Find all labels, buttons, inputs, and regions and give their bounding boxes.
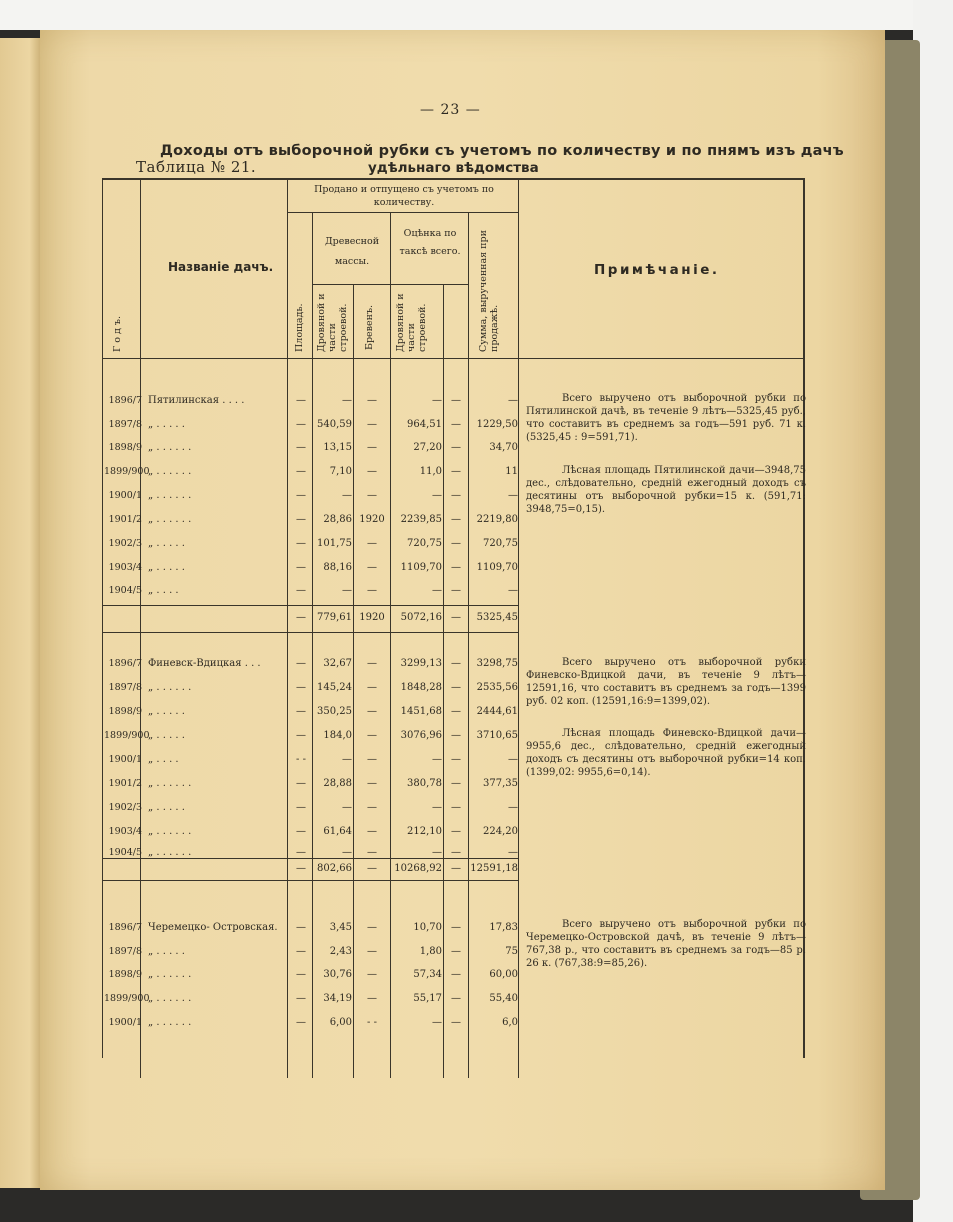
row-val-other: —: [451, 490, 461, 501]
table-label: Таблица № 21.: [136, 158, 257, 176]
total-val-other: —: [451, 612, 461, 623]
row-name: „ . . . . . .: [148, 993, 192, 1004]
page-subtitle: удѣльнаго вѣдомства: [368, 160, 539, 176]
row-name: „ . . . . . .: [148, 847, 192, 858]
row-year: 1900/1: [108, 490, 142, 501]
row-area: —: [296, 730, 306, 741]
row-sum: 224,20: [483, 826, 518, 837]
total-sum: 5325,45: [476, 612, 518, 623]
row-year: 1901/2: [108, 514, 142, 525]
row-area: —: [296, 922, 306, 933]
row-timber-firewood: 28,86: [323, 514, 352, 525]
row-sum: 60,00: [489, 969, 518, 980]
row-val-other: —: [451, 969, 461, 980]
background-top: [0, 0, 953, 30]
col-rule-sum: [518, 178, 519, 1078]
row-area: —: [296, 1017, 306, 1028]
row-timber-logs: —: [367, 826, 377, 837]
row-val-other: —: [451, 395, 461, 406]
total-timber-firewood: 802,66: [317, 863, 352, 874]
row-sum: —: [508, 490, 518, 501]
row-val-firewood: —: [432, 395, 442, 406]
row-val-firewood: —: [432, 490, 442, 501]
note-paragraph: Лѣсная площадь Финевско-Вдицкой дачи—9955,6 дес., слѣдовательно, средній ежегодный доходъ съ десятины отъ выборочной рубки=14 коп. (1399,02: 9955,6=0,14).: [526, 728, 806, 778]
row-val-other: —: [451, 754, 461, 765]
row-timber-logs: —: [367, 802, 377, 813]
total-val-firewood: 5072,16: [400, 612, 442, 623]
row-val-other: —: [451, 466, 461, 477]
row-sum: 2219,80: [476, 514, 518, 525]
row-name: „ . . . . .: [148, 730, 185, 741]
row-timber-firewood: 88,16: [323, 562, 352, 573]
row-timber-firewood: 32,67: [323, 658, 352, 669]
row-sum: 11: [505, 466, 518, 477]
row-timber-logs: —: [367, 778, 377, 789]
row-timber-logs: —: [367, 562, 377, 573]
row-name: „ . . . . . .: [148, 442, 192, 453]
row-area: —: [296, 585, 306, 596]
row-timber-logs: —: [367, 682, 377, 693]
row-val-other: —: [451, 730, 461, 741]
row-val-other: —: [451, 538, 461, 549]
row-area: —: [296, 706, 306, 717]
row-val-other: —: [451, 826, 461, 837]
row-val-firewood: —: [432, 585, 442, 596]
row-val-other: —: [451, 922, 461, 933]
row-val-firewood: 1,80: [419, 946, 442, 957]
row-year: 1900/1: [108, 1017, 142, 1028]
row-val-other: —: [451, 442, 461, 453]
row-area: —: [296, 395, 306, 406]
header-sold-group: Продано и отпущено съ учетомъ по количеству.: [314, 184, 494, 208]
row-timber-logs: 1920: [359, 514, 385, 525]
row-timber-logs: —: [367, 706, 377, 717]
row-sum: —: [508, 585, 518, 596]
row-area: —: [296, 969, 306, 980]
col-rule-val2: [468, 212, 469, 1078]
row-val-other: —: [451, 946, 461, 957]
row-timber-firewood: 2,43: [329, 946, 352, 957]
row-timber-logs: —: [367, 658, 377, 669]
row-area: —: [296, 682, 306, 693]
row-area: —: [296, 562, 306, 573]
row-year: 1902/3: [108, 802, 142, 813]
row-val-other: —: [451, 682, 461, 693]
row-name: „ . . . . .: [148, 802, 185, 813]
row-timber-logs: —: [367, 419, 377, 430]
header-note: Примѣчаніе.: [594, 262, 720, 278]
row-val-firewood: 57,34: [413, 969, 442, 980]
total-timber-firewood: 779,61: [317, 612, 352, 623]
header-valuation-group: Оцѣнка по таксѣ всего.: [399, 228, 461, 257]
header-area: Площадь.: [294, 303, 305, 352]
col-rule-year: [140, 178, 141, 1078]
left-page-edge: [0, 38, 42, 1188]
row-timber-logs: —: [367, 585, 377, 596]
row-timber-firewood: 30,76: [323, 969, 352, 980]
table-top-rule: [102, 178, 804, 180]
row-name: „ . . . . .: [148, 946, 185, 957]
row-year: 1896/7: [108, 922, 142, 933]
row-year: 1903/4: [108, 562, 142, 573]
row-year: 1899/900: [104, 730, 150, 741]
row-name: „ . . . . .: [148, 706, 185, 717]
row-area: —: [296, 658, 306, 669]
row-name: „ . . . . . .: [148, 826, 192, 837]
row-name: Пятилинская . . . .: [148, 395, 245, 406]
total-sum: 12591,18: [470, 863, 518, 874]
header-sum: Сумма, вырученная при продажѣ.: [478, 230, 500, 352]
row-timber-logs: - -: [367, 1017, 377, 1028]
note-paragraph: Всего выручено отъ выборочной рубки по Черемецко-Островской дачѣ, въ теченіе 9 лѣтъ—767,38 р., что составитъ въ среднемъ за годъ—85 р. 26 к. (767,38:9=85,26).: [526, 919, 806, 969]
row-sum: 1229,50: [476, 419, 518, 430]
row-timber-firewood: 101,75: [317, 538, 352, 549]
row-timber-logs: —: [367, 442, 377, 453]
row-val-other: —: [451, 1017, 461, 1028]
row-name: „ . . . .: [148, 585, 179, 596]
header-val-firewood: Дровяной и части строевой.: [395, 293, 428, 352]
row-timber-logs: —: [367, 490, 377, 501]
row-name: „ . . . .: [148, 754, 179, 765]
page-title: Доходы отъ выборочной рубки съ учетомъ по количеству и по пнямъ изъ дачъ: [160, 143, 844, 159]
row-year: 1897/8: [108, 419, 142, 430]
total-area: —: [296, 863, 306, 874]
row-val-firewood: 964,51: [407, 419, 442, 430]
row-val-firewood: 2239,85: [400, 514, 442, 525]
row-val-firewood: —: [432, 754, 442, 765]
header-name: Названіе дачъ.: [168, 260, 274, 274]
total-rule-2b: [102, 880, 518, 881]
row-timber-logs: —: [367, 847, 377, 858]
row-timber-firewood: 184,0: [323, 730, 352, 741]
row-name: Черемецко- Островская.: [148, 922, 278, 933]
row-name: „ . . . . .: [148, 562, 185, 573]
row-sum: 377,35: [483, 778, 518, 789]
row-val-firewood: 380,78: [407, 778, 442, 789]
total-area: —: [296, 612, 306, 623]
row-year: 1904/5: [108, 847, 142, 858]
row-name: „ . . . . . .: [148, 514, 192, 525]
row-area: —: [296, 802, 306, 813]
row-timber-firewood: —: [342, 802, 352, 813]
row-timber-firewood: 61,64: [323, 826, 352, 837]
row-val-other: —: [451, 706, 461, 717]
row-val-firewood: —: [432, 802, 442, 813]
row-year: 1904/5: [108, 585, 142, 596]
header-timber-firewood: Дровяной и части строевой.: [316, 293, 349, 352]
row-sum: 720,75: [483, 538, 518, 549]
note-paragraph: Всего выручено отъ выборочной рубки Финевско-Вдицкой дачи, въ теченіе 9 лѣтъ—12591,16, что составитъ въ среднемъ за годъ—1399 руб. 02 коп. (12591,16:9=1399,02).: [526, 657, 806, 707]
row-name: „ . . . . . .: [148, 778, 192, 789]
row-sum: —: [508, 395, 518, 406]
row-timber-firewood: 540,59: [317, 419, 352, 430]
col-rule-area: [312, 212, 313, 1078]
row-timber-logs: —: [367, 922, 377, 933]
row-area: —: [296, 490, 306, 501]
row-timber-firewood: —: [342, 490, 352, 501]
row-val-other: —: [451, 585, 461, 596]
row-val-firewood: —: [432, 847, 442, 858]
row-sum: —: [508, 847, 518, 858]
row-name: „ . . . . . .: [148, 466, 192, 477]
row-timber-firewood: 6,00: [329, 1017, 352, 1028]
total-rule-1b: [102, 632, 518, 633]
row-area: —: [296, 514, 306, 525]
row-area: —: [296, 466, 306, 477]
row-val-firewood: 55,17: [413, 993, 442, 1004]
header-rule-sold: [287, 212, 518, 213]
row-val-firewood: 1109,70: [400, 562, 442, 573]
total-timber-logs: —: [367, 863, 377, 874]
row-sum: —: [508, 802, 518, 813]
row-val-other: —: [451, 778, 461, 789]
row-year: 1898/9: [108, 442, 142, 453]
row-timber-firewood: 13,15: [323, 442, 352, 453]
row-timber-logs: —: [367, 993, 377, 1004]
row-timber-firewood: 145,24: [317, 682, 352, 693]
row-timber-logs: —: [367, 395, 377, 406]
row-val-other: —: [451, 802, 461, 813]
row-year: 1896/7: [108, 658, 142, 669]
total-timber-logs: 1920: [359, 612, 385, 623]
row-area: —: [296, 946, 306, 957]
row-val-other: —: [451, 562, 461, 573]
row-year: 1903/4: [108, 826, 142, 837]
row-timber-firewood: 3,45: [329, 922, 352, 933]
row-name: „ . . . . . .: [148, 490, 192, 501]
row-year: 1896/7: [108, 395, 142, 406]
row-val-firewood: 3076,96: [400, 730, 442, 741]
row-area: —: [296, 538, 306, 549]
row-sum: 3710,65: [476, 730, 518, 741]
table-left-rule: [102, 178, 103, 1058]
header-timber-logs: Бревенъ.: [364, 304, 375, 350]
row-timber-firewood: 350,25: [317, 706, 352, 717]
row-val-firewood: 11,0: [419, 466, 442, 477]
row-val-other: —: [451, 993, 461, 1004]
table-header-rule: [102, 358, 804, 359]
row-area: —: [296, 419, 306, 430]
header-year: Г о д ъ.: [112, 316, 123, 352]
row-name: „ . . . . . .: [148, 969, 192, 980]
row-name: „ . . . . .: [148, 538, 185, 549]
row-timber-logs: —: [367, 730, 377, 741]
row-sum: 2535,56: [476, 682, 518, 693]
row-name: „ . . . . .: [148, 419, 185, 430]
header-rule-sub: [312, 284, 468, 285]
row-val-firewood: 1848,28: [400, 682, 442, 693]
row-val-other: —: [451, 847, 461, 858]
row-sum: 2444,61: [476, 706, 518, 717]
note-paragraph: Лѣсная площадь Пятилинской дачи—3948,75 дес., слѣдовательно, средній ежегодный доходъ съ десятины отъ выборочной рубки=15 к. (591,71: 3948,75=0,15).: [526, 465, 806, 515]
row-timber-firewood: —: [342, 847, 352, 858]
row-year: 1900/1: [108, 754, 142, 765]
note-paragraph: Всего выручено отъ выборочной рубки по Пятилинской дачѣ, въ теченіе 9 лѣтъ—5325,45 руб., что составитъ въ среднемъ за годъ—591 руб. 71 к. (5325,45 : 9=591,71).: [526, 393, 806, 443]
row-val-firewood: —: [432, 1017, 442, 1028]
page-number: — 23 —: [420, 102, 481, 118]
row-timber-firewood: 7,10: [329, 466, 352, 477]
row-year: 1897/8: [108, 946, 142, 957]
row-val-firewood: 720,75: [407, 538, 442, 549]
row-sum: 75: [505, 946, 518, 957]
col-rule-name: [287, 178, 288, 1078]
row-sum: —: [508, 754, 518, 765]
row-name: „ . . . . . .: [148, 1017, 192, 1028]
row-year: 1899/900: [104, 466, 150, 477]
row-timber-firewood: 28,88: [323, 778, 352, 789]
row-year: 1901/2: [108, 778, 142, 789]
row-sum: 55,40: [489, 993, 518, 1004]
row-val-firewood: 3299,13: [400, 658, 442, 669]
row-year: 1897/8: [108, 682, 142, 693]
row-area: —: [296, 993, 306, 1004]
row-timber-firewood: —: [342, 395, 352, 406]
total-rule-1: [102, 605, 518, 606]
row-year: 1902/3: [108, 538, 142, 549]
row-timber-logs: —: [367, 946, 377, 957]
row-sum: 34,70: [489, 442, 518, 453]
col-rule-timber2: [390, 212, 391, 1078]
row-val-other: —: [451, 419, 461, 430]
row-timber-logs: —: [367, 969, 377, 980]
total-val-firewood: 10268,92: [394, 863, 442, 874]
row-area: —: [296, 778, 306, 789]
row-timber-firewood: 34,19: [323, 993, 352, 1004]
header-timber-group: Древесной массы.: [324, 236, 380, 267]
row-val-firewood: 27,20: [413, 442, 442, 453]
row-sum: 6,0: [502, 1017, 518, 1028]
row-val-firewood: 10,70: [413, 922, 442, 933]
row-timber-logs: —: [367, 754, 377, 765]
row-timber-logs: —: [367, 466, 377, 477]
row-val-other: —: [451, 514, 461, 525]
row-sum: 3298,75: [476, 658, 518, 669]
row-name: „ . . . . . .: [148, 682, 192, 693]
row-sum: 17,83: [489, 922, 518, 933]
row-timber-firewood: —: [342, 585, 352, 596]
row-sum: 1109,70: [476, 562, 518, 573]
row-val-other: —: [451, 658, 461, 669]
row-area: - -: [296, 754, 306, 765]
row-name: Финевск-Вдицкая . . .: [148, 658, 261, 669]
total-val-other: —: [451, 863, 461, 874]
row-area: —: [296, 826, 306, 837]
row-area: —: [296, 847, 306, 858]
row-val-firewood: 212,10: [407, 826, 442, 837]
row-timber-logs: —: [367, 538, 377, 549]
row-year: 1898/9: [108, 706, 142, 717]
row-val-firewood: 1451,68: [400, 706, 442, 717]
row-timber-firewood: —: [342, 754, 352, 765]
row-area: —: [296, 442, 306, 453]
row-year: 1898/9: [108, 969, 142, 980]
row-year: 1899/900: [104, 993, 150, 1004]
